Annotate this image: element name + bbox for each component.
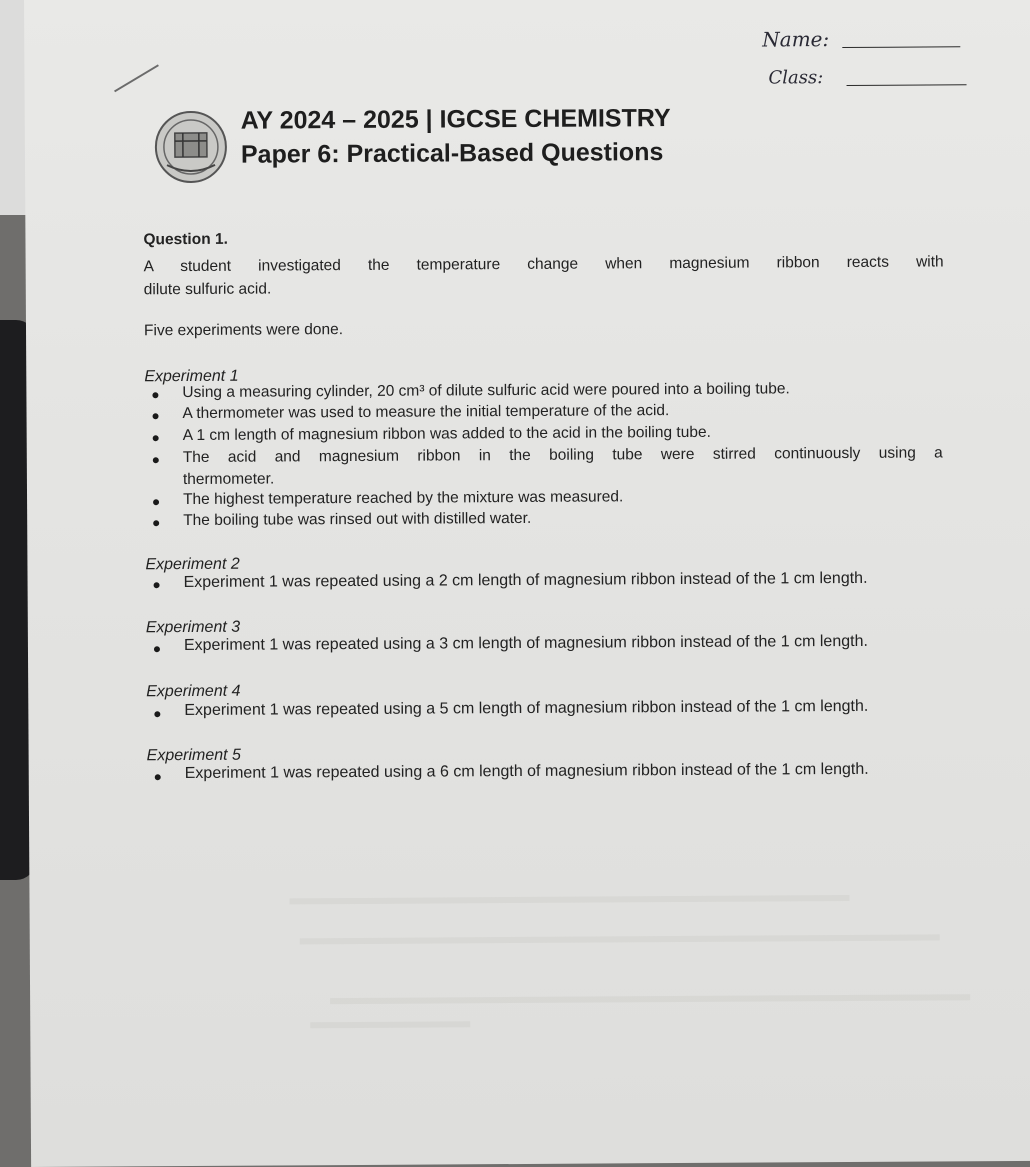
experiment-1-title: Experiment 1 [144, 367, 239, 386]
worksheet-page [24, 0, 1030, 1167]
bullet-icon [154, 646, 160, 652]
experiment-5-step-1: Experiment 1 was repeated using a 6 cm length of magnesium ribbon instead of the 1 cm length. [184, 760, 869, 783]
bullet-icon [153, 520, 159, 526]
bullet-icon [155, 774, 161, 780]
bullet-icon [153, 435, 159, 441]
question-intro-line2: dilute sulfuric acid. [143, 280, 272, 299]
experiment-2-title: Experiment 2 [145, 555, 240, 574]
bleed-through-mark [310, 1021, 470, 1028]
experiment-4-title: Experiment 4 [146, 682, 241, 701]
experiment-1-step-3: A 1 cm length of magnesium ribbon was added to the acid in the boiling tube. [182, 423, 711, 445]
page-title: AY 2024 – 2025 | IGCSE CHEMISTRY [240, 104, 671, 135]
bleed-through-mark [330, 994, 970, 1004]
name-label: Name: [762, 27, 830, 52]
question-title: Question 1. [143, 230, 228, 249]
question-summary: Five experiments were done. [143, 321, 344, 340]
experiment-2-step-1: Experiment 1 was repeated using a 2 cm length of magnesium ribbon instead of the 1 cm length. [183, 569, 868, 592]
experiment-1-step-1: Using a measuring cylinder, 20 cm³ of dilute sulfuric acid were poured into a boiling tube. [182, 380, 790, 402]
experiment-1-step-4: The acid and magnesium ribbon in the boiling tube were stirred continuously using a [182, 444, 943, 467]
bleed-through-mark [289, 895, 849, 904]
experiment-1-step-6: The boiling tube was rinsed out with distilled water. [183, 509, 532, 530]
bullet-icon [154, 582, 160, 588]
bullet-icon [153, 499, 159, 505]
page-subtitle: Paper 6: Practical-Based Questions [240, 138, 664, 169]
bleed-through-mark [300, 934, 940, 944]
experiment-1-step-4-cont: thermometer. [182, 470, 275, 489]
school-crest-icon [153, 109, 229, 185]
question-intro-line1: A student investigated the temperature change when magnesium ribbon reacts with [143, 253, 944, 276]
experiment-3-title: Experiment 3 [145, 618, 241, 637]
class-label: Class: [768, 67, 824, 89]
bullet-icon [152, 392, 158, 398]
pen-mark [112, 61, 162, 93]
class-line [847, 84, 967, 86]
bullet-icon [153, 413, 159, 419]
bullet-icon [153, 457, 159, 463]
experiment-5-title: Experiment 5 [146, 746, 241, 765]
experiment-3-step-1: Experiment 1 was repeated using a 3 cm length of magnesium ribbon instead of the 1 cm length. [183, 632, 868, 655]
bullet-icon [154, 711, 160, 717]
experiment-1-step-5: The highest temperature reached by the mixture was measured. [183, 488, 624, 509]
experiment-4-step-1: Experiment 1 was repeated using a 5 cm length of magnesium ribbon instead of the 1 cm length. [184, 697, 869, 720]
experiment-1-step-2: A thermometer was used to measure the initial temperature of the acid. [182, 402, 670, 423]
name-line [842, 46, 960, 48]
